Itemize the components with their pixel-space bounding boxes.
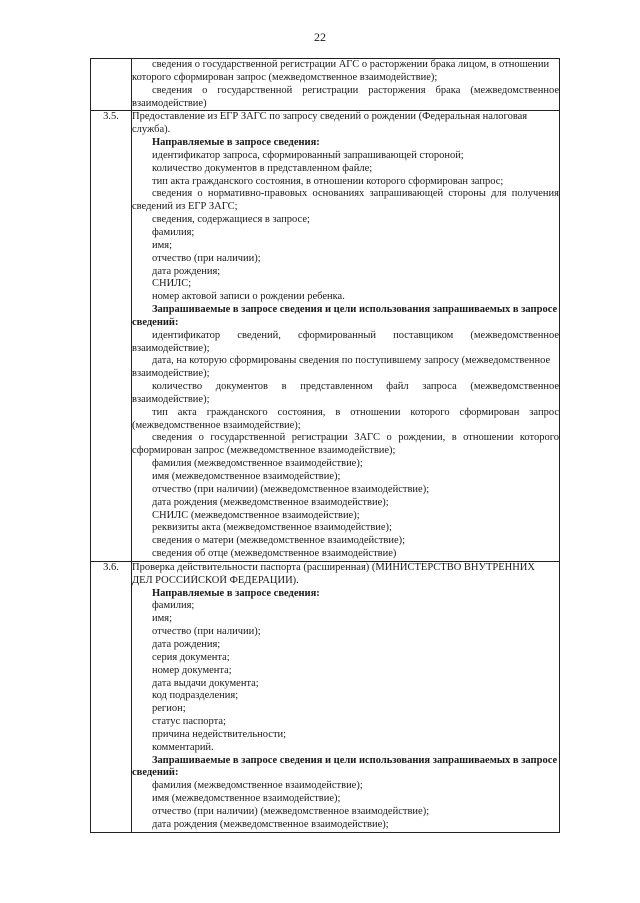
text-line: отчество (при наличии); [152,626,261,638]
text-line: серия документа; [152,651,230,663]
text-line: взаимодействие) [132,97,207,109]
text-line: дата рождения; [152,265,221,277]
table-row [91,561,560,832]
text-line: причина недействительности; [152,728,287,740]
text-line: сведения об отце (межведомственное взаимодействие) [152,548,397,560]
text-line: сведения о государственной регистрации ЗАГС о рождении, в отношении которого [152,432,559,444]
text-line: идентификатор сведений, сформированный поставщиком (межведомственное [152,329,559,341]
section-heading: Запрашиваемые в запросе сведения и цели использования запрашиваемых в запросе [152,754,558,766]
text-line: служба). [132,124,171,136]
text-line: взаимодействие); [132,368,210,380]
text-line: имя; [152,613,173,625]
text-line: Предоставление из ЕГР ЗАГС по запросу сведений о рождении (Федеральная налоговая [132,111,528,123]
text-line: реквизиты акта (межведомственное взаимодействие); [152,522,392,534]
row-content [132,111,560,562]
text-line: (межведомственное взаимодействие); [132,419,301,431]
section-heading: Направляемые в запросе сведения: [152,137,320,149]
page-number: 22 [314,30,326,44]
text-line: тип акта гражданского состояния, в отношении которого сформирован запрос [152,406,559,418]
row-content [132,59,560,111]
text-line: дата выдачи документа; [152,677,259,689]
text-line: сформирован запрос (межведомственное взаимодействие); [132,445,396,457]
text-line: регион; [152,703,186,715]
text-line: дата, на которую сформированы сведения по поступившему запросу (межведомственное [152,355,551,367]
section-heading: Запрашиваемые в запросе сведения и цели использования запрашиваемых в запросе [152,304,558,316]
text-line: дата рождения (межведомственное взаимодействие); [152,818,389,830]
text-line: имя (межведомственное взаимодействие); [152,793,341,805]
text-line: которого сформирован запрос (межведомственное взаимодействие); [132,71,438,83]
table-row [91,59,560,111]
text-line: фамилия (межведомственное взаимодействие); [152,458,363,470]
text-line: отчество (при наличии); [152,252,261,264]
text-line: сведений из ЕГР ЗАГС; [132,201,238,213]
section-heading: сведений: [132,316,179,328]
text-line: тип акта гражданского состояния, в отношении которого сформирован запрос; [152,175,504,187]
text-line: СНИЛС (межведомственное взаимодействие); [152,509,360,521]
text-line: взаимодействие); [132,393,210,405]
section-heading: сведений: [132,767,179,779]
text-line: сведения о государственной регистрации расторжения брака (межведомственное [152,84,559,96]
text-line: сведения о нормативно-правовых основаниях запрашивающей стороны для получения [152,188,559,200]
text-line: номер документа; [152,664,232,676]
table-row [91,111,560,562]
text-line: статус паспорта; [152,716,226,728]
text-line: Проверка действительности паспорта (расширенная) (МИНИСТЕРСТВО ВНУТРЕННИХ [132,561,535,573]
text-line: СНИЛС; [152,278,192,290]
text-line: сведения, содержащиеся в запросе; [152,214,310,226]
row-content [132,561,560,832]
text-line: взаимодействие); [132,342,210,354]
text-line: количество документов в представленном файле; [152,162,373,174]
section-heading: Направляемые в запросе сведения: [152,587,320,599]
text-line: номер актовой записи о рождении ребенка. [152,291,345,303]
text-line: ДЕЛ РОССИЙСКОЙ ФЕДЕРАЦИИ). [132,574,299,586]
document-table [90,58,560,833]
text-line: отчество (при наличии) (межведомственное взаимодействие); [152,483,430,495]
text-line: комментарий. [152,741,214,753]
text-line: имя; [152,239,173,251]
text-line: фамилия; [152,600,195,612]
text-line: количество документов в представленном файл запроса (межведомственное [152,381,559,393]
text-line: сведения о государственной регистрации АГС о расторжении брака лицом, в отношении [152,59,550,70]
row-number: 3.5. [91,111,132,562]
text-line: код подразделения; [152,690,239,702]
text-line: дата рождения; [152,638,221,650]
row-number [91,59,132,111]
text-line: дата рождения (межведомственное взаимодействие); [152,496,389,508]
text-line: идентификатор запроса, сформированный запрашивающей стороной; [152,149,464,161]
text-line: имя (межведомственное взаимодействие); [152,471,341,482]
text-line: фамилия; [152,226,195,238]
row-number: 3.6. [91,561,132,832]
text-line: сведения о матери (межведомственное взаимодействие); [152,535,406,547]
text-line: фамилия (межведомственное взаимодействие); [152,780,363,792]
text-line: отчество (при наличии) (межведомственное взаимодействие); [152,805,430,817]
